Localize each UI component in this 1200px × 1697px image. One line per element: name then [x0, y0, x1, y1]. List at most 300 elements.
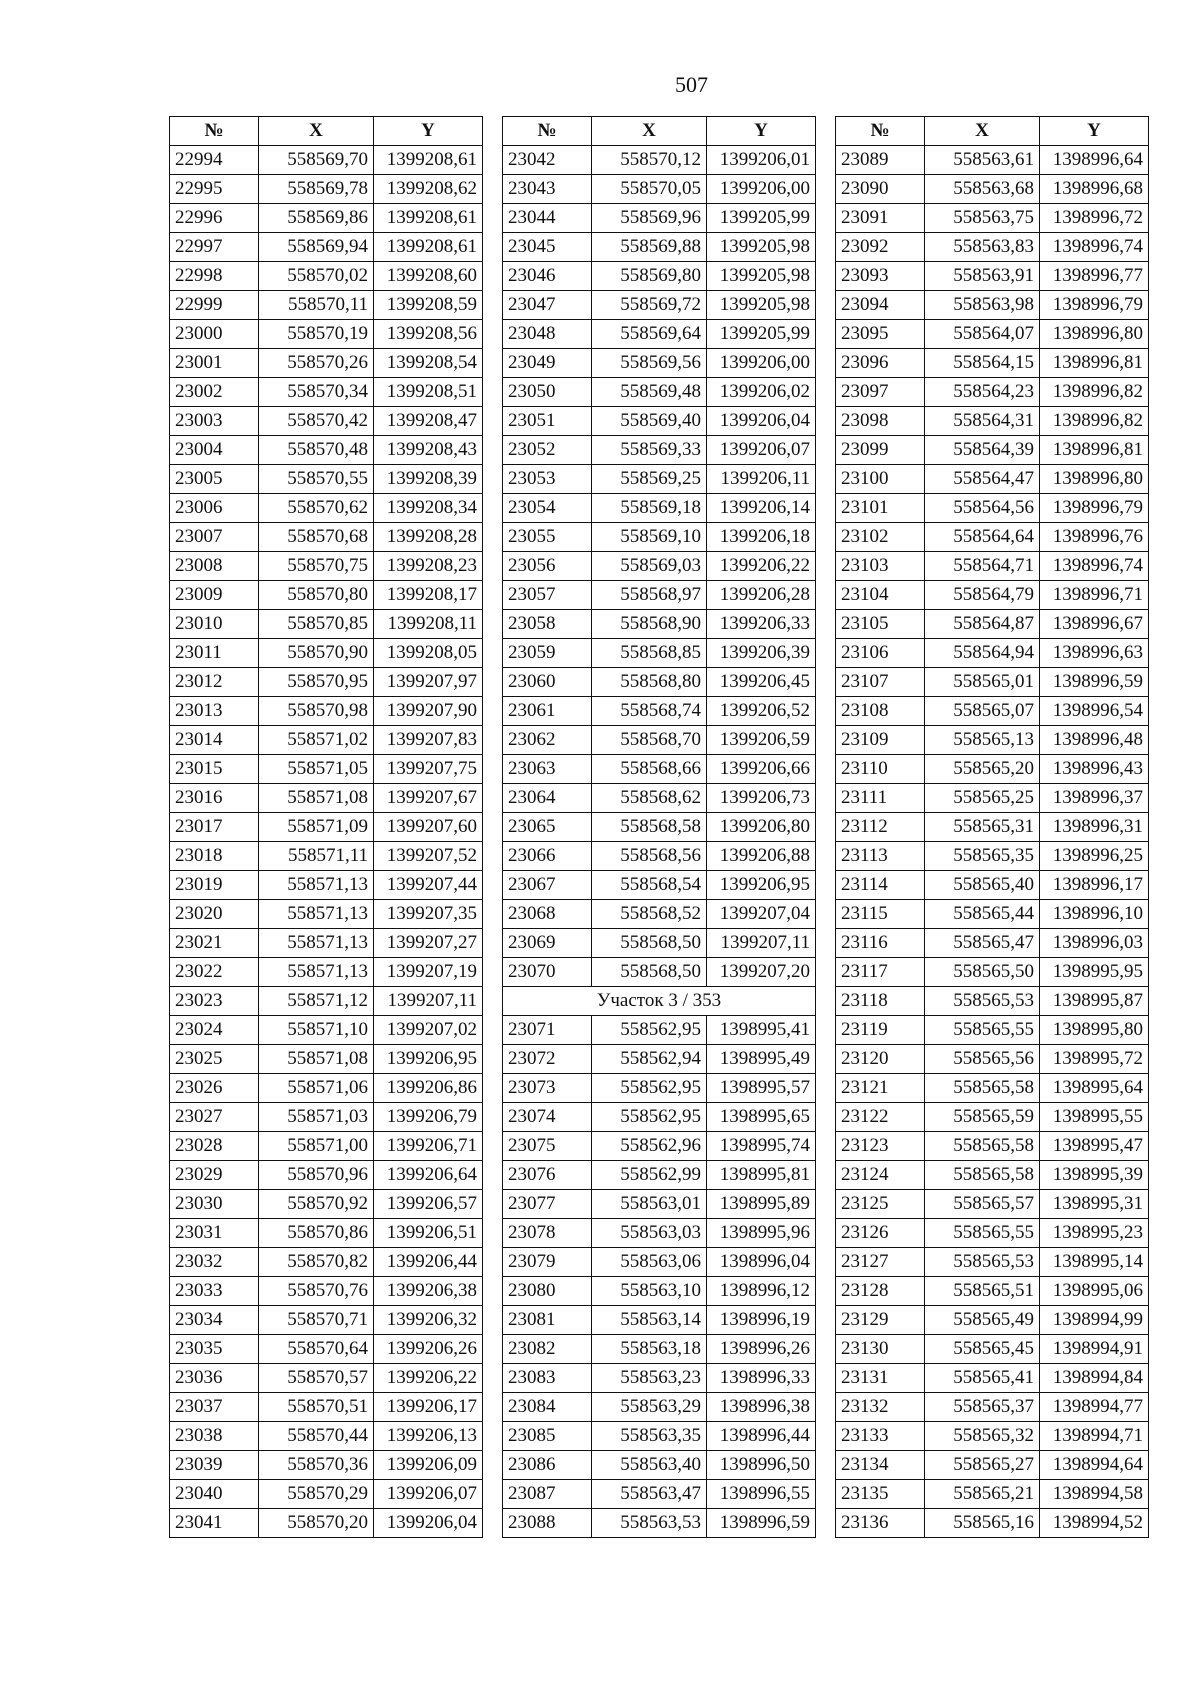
- y-coordinate-cell: 1398996,81: [1040, 349, 1149, 378]
- table-row: [836, 523, 1149, 552]
- y-coordinate-cell: 1399206,00: [707, 175, 816, 204]
- point-number-cell: 23014: [170, 726, 259, 755]
- point-number-cell: 23078: [503, 1219, 592, 1248]
- table-row: [170, 697, 483, 726]
- x-coordinate-cell: 558568,50: [592, 958, 707, 987]
- x-coordinate-cell: 558571,11: [259, 842, 374, 871]
- x-coordinate-cell: 558569,33: [592, 436, 707, 465]
- point-number-cell: 23065: [503, 813, 592, 842]
- table-row: [170, 958, 483, 987]
- x-coordinate-cell: 558563,35: [592, 1422, 707, 1451]
- x-coordinate-cell: 558565,59: [925, 1103, 1040, 1132]
- point-number-cell: 23087: [503, 1480, 592, 1509]
- x-coordinate-cell: 558568,54: [592, 871, 707, 900]
- point-number-cell: 23115: [836, 900, 925, 929]
- point-number-cell: 23029: [170, 1161, 259, 1190]
- point-number-cell: 23007: [170, 523, 259, 552]
- table-row: [503, 1190, 816, 1219]
- table-row: [170, 813, 483, 842]
- point-number-cell: 23096: [836, 349, 925, 378]
- table-row: [170, 204, 483, 233]
- y-coordinate-cell: 1398994,71: [1040, 1422, 1149, 1451]
- y-coordinate-cell: 1399208,61: [374, 204, 483, 233]
- point-number-cell: 23021: [170, 929, 259, 958]
- x-coordinate-cell: 558571,10: [259, 1016, 374, 1045]
- table-row: [170, 1451, 483, 1480]
- point-number-cell: 23038: [170, 1422, 259, 1451]
- point-number-cell: 23119: [836, 1016, 925, 1045]
- point-number-cell: 23099: [836, 436, 925, 465]
- y-coordinate-cell: 1398996,26: [707, 1335, 816, 1364]
- x-coordinate-cell: 558565,40: [925, 871, 1040, 900]
- point-number-cell: 23097: [836, 378, 925, 407]
- table-row: [836, 668, 1149, 697]
- y-coordinate-cell: 1399206,80: [707, 813, 816, 842]
- point-number-cell: 23101: [836, 494, 925, 523]
- x-coordinate-cell: 558570,62: [259, 494, 374, 523]
- table-row: [836, 1509, 1149, 1538]
- y-coordinate-cell: 1398996,81: [1040, 436, 1149, 465]
- x-coordinate-cell: 558570,90: [259, 639, 374, 668]
- x-coordinate-cell: 558571,05: [259, 755, 374, 784]
- x-coordinate-cell: 558570,29: [259, 1480, 374, 1509]
- point-number-cell: 23122: [836, 1103, 925, 1132]
- y-coordinate-cell: 1399208,17: [374, 581, 483, 610]
- point-number-cell: 23027: [170, 1103, 259, 1132]
- x-coordinate-cell: 558570,26: [259, 349, 374, 378]
- x-coordinate-cell: 558570,51: [259, 1393, 374, 1422]
- y-coordinate-cell: 1398996,72: [1040, 204, 1149, 233]
- x-coordinate-cell: 558565,27: [925, 1451, 1040, 1480]
- point-number-cell: 23017: [170, 813, 259, 842]
- table-row: [170, 175, 483, 204]
- table-row: [836, 987, 1149, 1016]
- x-coordinate-cell: 558570,75: [259, 552, 374, 581]
- table-row: [836, 1219, 1149, 1248]
- x-coordinate-cell: 558568,52: [592, 900, 707, 929]
- x-coordinate-cell: 558563,10: [592, 1277, 707, 1306]
- y-coordinate-cell: 1399206,39: [707, 639, 816, 668]
- table-row: [836, 900, 1149, 929]
- point-number-cell: 23090: [836, 175, 925, 204]
- x-coordinate-cell: 558565,13: [925, 726, 1040, 755]
- point-number-cell: 23112: [836, 813, 925, 842]
- y-coordinate-cell: 1399207,11: [707, 929, 816, 958]
- x-coordinate-cell: 558565,58: [925, 1074, 1040, 1103]
- point-number-cell: 23102: [836, 523, 925, 552]
- table-row: [836, 871, 1149, 900]
- point-number-cell: 23033: [170, 1277, 259, 1306]
- point-number-cell: 22999: [170, 291, 259, 320]
- point-number-cell: 23086: [503, 1451, 592, 1480]
- table-row: [170, 1277, 483, 1306]
- x-coordinate-cell: 558563,53: [592, 1509, 707, 1538]
- table-row: [836, 958, 1149, 987]
- x-coordinate-cell: 558565,01: [925, 668, 1040, 697]
- table-row: [836, 639, 1149, 668]
- point-number-cell: 23120: [836, 1045, 925, 1074]
- table-row: [836, 697, 1149, 726]
- x-coordinate-cell: 558562,95: [592, 1074, 707, 1103]
- table-row: [503, 1364, 816, 1393]
- x-coordinate-cell: 558568,50: [592, 929, 707, 958]
- table-row: [503, 1016, 816, 1045]
- table-row: [503, 610, 816, 639]
- x-coordinate-cell: 558565,53: [925, 987, 1040, 1016]
- point-number-cell: 23043: [503, 175, 592, 204]
- table-row: [836, 1074, 1149, 1103]
- x-coordinate-cell: 558570,02: [259, 262, 374, 291]
- y-coordinate-cell: 1398995,49: [707, 1045, 816, 1074]
- x-coordinate-cell: 558562,95: [592, 1103, 707, 1132]
- x-coordinate-cell: 558571,13: [259, 871, 374, 900]
- y-coordinate-cell: 1399206,02: [707, 378, 816, 407]
- y-coordinate-cell: 1399207,67: [374, 784, 483, 813]
- table-row: [836, 784, 1149, 813]
- point-number-cell: 23126: [836, 1219, 925, 1248]
- y-coordinate-cell: 1398996,67: [1040, 610, 1149, 639]
- table-row: [503, 1509, 816, 1538]
- y-coordinate-cell: 1398995,55: [1040, 1103, 1149, 1132]
- y-coordinate-cell: 1399207,35: [374, 900, 483, 929]
- table-row: [170, 610, 483, 639]
- table-header-row: [503, 117, 816, 146]
- table-row: [503, 349, 816, 378]
- y-coordinate-cell: 1398995,14: [1040, 1248, 1149, 1277]
- point-number-cell: 23003: [170, 407, 259, 436]
- y-coordinate-cell: 1398996,50: [707, 1451, 816, 1480]
- x-coordinate-cell: 558571,08: [259, 784, 374, 813]
- y-coordinate-cell: 1398996,82: [1040, 407, 1149, 436]
- table-row: [503, 378, 816, 407]
- x-coordinate-cell: 558563,06: [592, 1248, 707, 1277]
- table-row: [503, 581, 816, 610]
- x-coordinate-cell: 558568,66: [592, 755, 707, 784]
- table-row: [503, 1422, 816, 1451]
- y-coordinate-cell: 1399206,51: [374, 1219, 483, 1248]
- table-row: [503, 1335, 816, 1364]
- x-coordinate-cell: 558565,16: [925, 1509, 1040, 1538]
- point-number-cell: 23079: [503, 1248, 592, 1277]
- table-row: [170, 1132, 483, 1161]
- x-coordinate-cell: 558564,07: [925, 320, 1040, 349]
- y-coordinate-cell: 1399205,99: [707, 204, 816, 233]
- table-row: [503, 668, 816, 697]
- table-row: [503, 465, 816, 494]
- table-row: [170, 1248, 483, 1277]
- point-number-cell: 23125: [836, 1190, 925, 1219]
- x-coordinate-cell: 558569,25: [592, 465, 707, 494]
- table-row: [503, 1045, 816, 1074]
- point-number-cell: 23041: [170, 1509, 259, 1538]
- table-row: [836, 320, 1149, 349]
- point-number-cell: 23064: [503, 784, 592, 813]
- point-number-cell: 23135: [836, 1480, 925, 1509]
- coordinates-table-2: [502, 116, 816, 1538]
- y-coordinate-cell: 1398996,59: [707, 1509, 816, 1538]
- table-row: [836, 1161, 1149, 1190]
- y-coordinate-cell: 1398996,79: [1040, 291, 1149, 320]
- point-number-cell: 23002: [170, 378, 259, 407]
- point-number-cell: 23081: [503, 1306, 592, 1335]
- point-number-cell: 23107: [836, 668, 925, 697]
- x-coordinate-cell: 558570,36: [259, 1451, 374, 1480]
- y-coordinate-cell: 1399206,52: [707, 697, 816, 726]
- point-number-cell: 23040: [170, 1480, 259, 1509]
- table-row: [836, 1364, 1149, 1393]
- y-coordinate-cell: 1399206,33: [707, 610, 816, 639]
- y-coordinate-cell: 1399207,02: [374, 1016, 483, 1045]
- y-coordinate-cell: 1398996,37: [1040, 784, 1149, 813]
- x-coordinate-cell: 558565,57: [925, 1190, 1040, 1219]
- table-row: [836, 1451, 1149, 1480]
- header-number: №: [503, 117, 592, 146]
- y-coordinate-cell: 1398995,23: [1040, 1219, 1149, 1248]
- x-coordinate-cell: 558565,50: [925, 958, 1040, 987]
- point-number-cell: 23058: [503, 610, 592, 639]
- y-coordinate-cell: 1399207,04: [707, 900, 816, 929]
- x-coordinate-cell: 558564,47: [925, 465, 1040, 494]
- point-number-cell: 23073: [503, 1074, 592, 1103]
- x-coordinate-cell: 558563,14: [592, 1306, 707, 1335]
- table-row: [170, 987, 483, 1016]
- table-row: [170, 784, 483, 813]
- point-number-cell: 23118: [836, 987, 925, 1016]
- x-coordinate-cell: 558565,58: [925, 1132, 1040, 1161]
- y-coordinate-cell: 1398996,31: [1040, 813, 1149, 842]
- x-coordinate-cell: 558563,23: [592, 1364, 707, 1393]
- point-number-cell: 23127: [836, 1248, 925, 1277]
- x-coordinate-cell: 558570,11: [259, 291, 374, 320]
- point-number-cell: 23000: [170, 320, 259, 349]
- x-coordinate-cell: 558569,94: [259, 233, 374, 262]
- y-coordinate-cell: 1399208,61: [374, 146, 483, 175]
- x-coordinate-cell: 558568,74: [592, 697, 707, 726]
- point-number-cell: 23018: [170, 842, 259, 871]
- x-coordinate-cell: 558570,44: [259, 1422, 374, 1451]
- table-row: [503, 436, 816, 465]
- y-coordinate-cell: 1398996,77: [1040, 262, 1149, 291]
- point-number-cell: 23030: [170, 1190, 259, 1219]
- y-coordinate-cell: 1399208,54: [374, 349, 483, 378]
- table-row: [503, 1451, 816, 1480]
- point-number-cell: 23011: [170, 639, 259, 668]
- x-coordinate-cell: 558570,76: [259, 1277, 374, 1306]
- y-coordinate-cell: 1399208,39: [374, 465, 483, 494]
- table-row: [836, 1480, 1149, 1509]
- table-row: [503, 320, 816, 349]
- point-number-cell: 23080: [503, 1277, 592, 1306]
- table-row: [836, 842, 1149, 871]
- point-number-cell: 23024: [170, 1016, 259, 1045]
- y-coordinate-cell: 1398996,44: [707, 1422, 816, 1451]
- x-coordinate-cell: 558569,80: [592, 262, 707, 291]
- table-row: [836, 726, 1149, 755]
- y-coordinate-cell: 1399208,62: [374, 175, 483, 204]
- y-coordinate-cell: 1399206,00: [707, 349, 816, 378]
- header-x: X: [259, 117, 374, 146]
- point-number-cell: 23005: [170, 465, 259, 494]
- table-row: [170, 523, 483, 552]
- point-number-cell: 23128: [836, 1277, 925, 1306]
- point-number-cell: 23056: [503, 552, 592, 581]
- x-coordinate-cell: 558565,58: [925, 1161, 1040, 1190]
- point-number-cell: 23061: [503, 697, 592, 726]
- x-coordinate-cell: 558570,71: [259, 1306, 374, 1335]
- x-coordinate-cell: 558569,10: [592, 523, 707, 552]
- table-row: [836, 813, 1149, 842]
- x-coordinate-cell: 558570,42: [259, 407, 374, 436]
- x-coordinate-cell: 558563,01: [592, 1190, 707, 1219]
- point-number-cell: 23046: [503, 262, 592, 291]
- x-coordinate-cell: 558565,45: [925, 1335, 1040, 1364]
- y-coordinate-cell: 1398994,99: [1040, 1306, 1149, 1335]
- x-coordinate-cell: 558569,72: [592, 291, 707, 320]
- x-coordinate-cell: 558571,00: [259, 1132, 374, 1161]
- y-coordinate-cell: 1399208,34: [374, 494, 483, 523]
- table-row: [170, 1422, 483, 1451]
- point-number-cell: 23047: [503, 291, 592, 320]
- header-number: №: [836, 117, 925, 146]
- x-coordinate-cell: 558565,07: [925, 697, 1040, 726]
- table-row: [170, 1074, 483, 1103]
- y-coordinate-cell: 1398996,48: [1040, 726, 1149, 755]
- x-coordinate-cell: 558570,55: [259, 465, 374, 494]
- point-number-cell: 23032: [170, 1248, 259, 1277]
- y-coordinate-cell: 1399207,97: [374, 668, 483, 697]
- y-coordinate-cell: 1398996,74: [1040, 552, 1149, 581]
- y-coordinate-cell: 1398996,43: [1040, 755, 1149, 784]
- x-coordinate-cell: 558562,96: [592, 1132, 707, 1161]
- table-row: [836, 1422, 1149, 1451]
- table-row: [836, 1016, 1149, 1045]
- x-coordinate-cell: 558565,32: [925, 1422, 1040, 1451]
- point-number-cell: 23111: [836, 784, 925, 813]
- table-row: [503, 407, 816, 436]
- table-row: [170, 233, 483, 262]
- x-coordinate-cell: 558568,90: [592, 610, 707, 639]
- y-coordinate-cell: 1399206,88: [707, 842, 816, 871]
- point-number-cell: 23104: [836, 581, 925, 610]
- point-number-cell: 23063: [503, 755, 592, 784]
- point-number-cell: 23031: [170, 1219, 259, 1248]
- y-coordinate-cell: 1399208,11: [374, 610, 483, 639]
- table-row: [170, 494, 483, 523]
- x-coordinate-cell: 558564,64: [925, 523, 1040, 552]
- table-header-row: [170, 117, 483, 146]
- table-row: [503, 146, 816, 175]
- y-coordinate-cell: 1399206,14: [707, 494, 816, 523]
- x-coordinate-cell: 558571,13: [259, 929, 374, 958]
- point-number-cell: 23131: [836, 1364, 925, 1393]
- x-coordinate-cell: 558565,31: [925, 813, 1040, 842]
- x-coordinate-cell: 558563,47: [592, 1480, 707, 1509]
- y-coordinate-cell: 1398995,06: [1040, 1277, 1149, 1306]
- table-row: [503, 726, 816, 755]
- section-label: Участок 3 / 353: [503, 987, 816, 1016]
- y-coordinate-cell: 1399206,57: [374, 1190, 483, 1219]
- x-coordinate-cell: 558565,47: [925, 929, 1040, 958]
- x-coordinate-cell: 558563,03: [592, 1219, 707, 1248]
- x-coordinate-cell: 558571,06: [259, 1074, 374, 1103]
- x-coordinate-cell: 558570,19: [259, 320, 374, 349]
- header-y: Y: [707, 117, 816, 146]
- point-number-cell: 23109: [836, 726, 925, 755]
- table-row: [503, 842, 816, 871]
- point-number-cell: 23010: [170, 610, 259, 639]
- y-coordinate-cell: 1399208,61: [374, 233, 483, 262]
- y-coordinate-cell: 1399207,83: [374, 726, 483, 755]
- table-row: [503, 813, 816, 842]
- x-coordinate-cell: 558563,40: [592, 1451, 707, 1480]
- table-row: [503, 552, 816, 581]
- point-number-cell: 23084: [503, 1393, 592, 1422]
- point-number-cell: 23095: [836, 320, 925, 349]
- y-coordinate-cell: 1399206,95: [707, 871, 816, 900]
- y-coordinate-cell: 1399206,86: [374, 1074, 483, 1103]
- table-row: [836, 465, 1149, 494]
- table-row: [170, 1480, 483, 1509]
- table-row: [503, 871, 816, 900]
- table-row: [503, 494, 816, 523]
- x-coordinate-cell: 558570,98: [259, 697, 374, 726]
- y-coordinate-cell: 1399208,47: [374, 407, 483, 436]
- y-coordinate-cell: 1399206,38: [374, 1277, 483, 1306]
- point-number-cell: 23020: [170, 900, 259, 929]
- point-number-cell: 23055: [503, 523, 592, 552]
- table-row: [170, 900, 483, 929]
- point-number-cell: 23098: [836, 407, 925, 436]
- x-coordinate-cell: 558565,25: [925, 784, 1040, 813]
- point-number-cell: 22998: [170, 262, 259, 291]
- point-number-cell: 23068: [503, 900, 592, 929]
- y-coordinate-cell: 1398996,25: [1040, 842, 1149, 871]
- y-coordinate-cell: 1398995,74: [707, 1132, 816, 1161]
- y-coordinate-cell: 1398996,38: [707, 1393, 816, 1422]
- point-number-cell: 23001: [170, 349, 259, 378]
- point-number-cell: 23022: [170, 958, 259, 987]
- x-coordinate-cell: 558565,51: [925, 1277, 1040, 1306]
- table-row: [170, 1393, 483, 1422]
- point-number-cell: 23105: [836, 610, 925, 639]
- y-coordinate-cell: 1399207,11: [374, 987, 483, 1016]
- y-coordinate-cell: 1399206,79: [374, 1103, 483, 1132]
- point-number-cell: 23069: [503, 929, 592, 958]
- table-row: [170, 929, 483, 958]
- point-number-cell: 23067: [503, 871, 592, 900]
- table-row: [170, 146, 483, 175]
- point-number-cell: 23039: [170, 1451, 259, 1480]
- x-coordinate-cell: 558564,23: [925, 378, 1040, 407]
- y-coordinate-cell: 1399206,26: [374, 1335, 483, 1364]
- point-number-cell: 23049: [503, 349, 592, 378]
- point-number-cell: 23100: [836, 465, 925, 494]
- y-coordinate-cell: 1398995,41: [707, 1016, 816, 1045]
- y-coordinate-cell: 1399206,45: [707, 668, 816, 697]
- point-number-cell: 23072: [503, 1045, 592, 1074]
- header-x: X: [592, 117, 707, 146]
- table-row: [836, 146, 1149, 175]
- y-coordinate-cell: 1398996,19: [707, 1306, 816, 1335]
- y-coordinate-cell: 1399206,95: [374, 1045, 483, 1074]
- x-coordinate-cell: 558563,29: [592, 1393, 707, 1422]
- x-coordinate-cell: 558569,70: [259, 146, 374, 175]
- table-row: [170, 871, 483, 900]
- x-coordinate-cell: 558562,99: [592, 1161, 707, 1190]
- table-header-row: [836, 117, 1149, 146]
- y-coordinate-cell: 1399205,99: [707, 320, 816, 349]
- table-row: [836, 1306, 1149, 1335]
